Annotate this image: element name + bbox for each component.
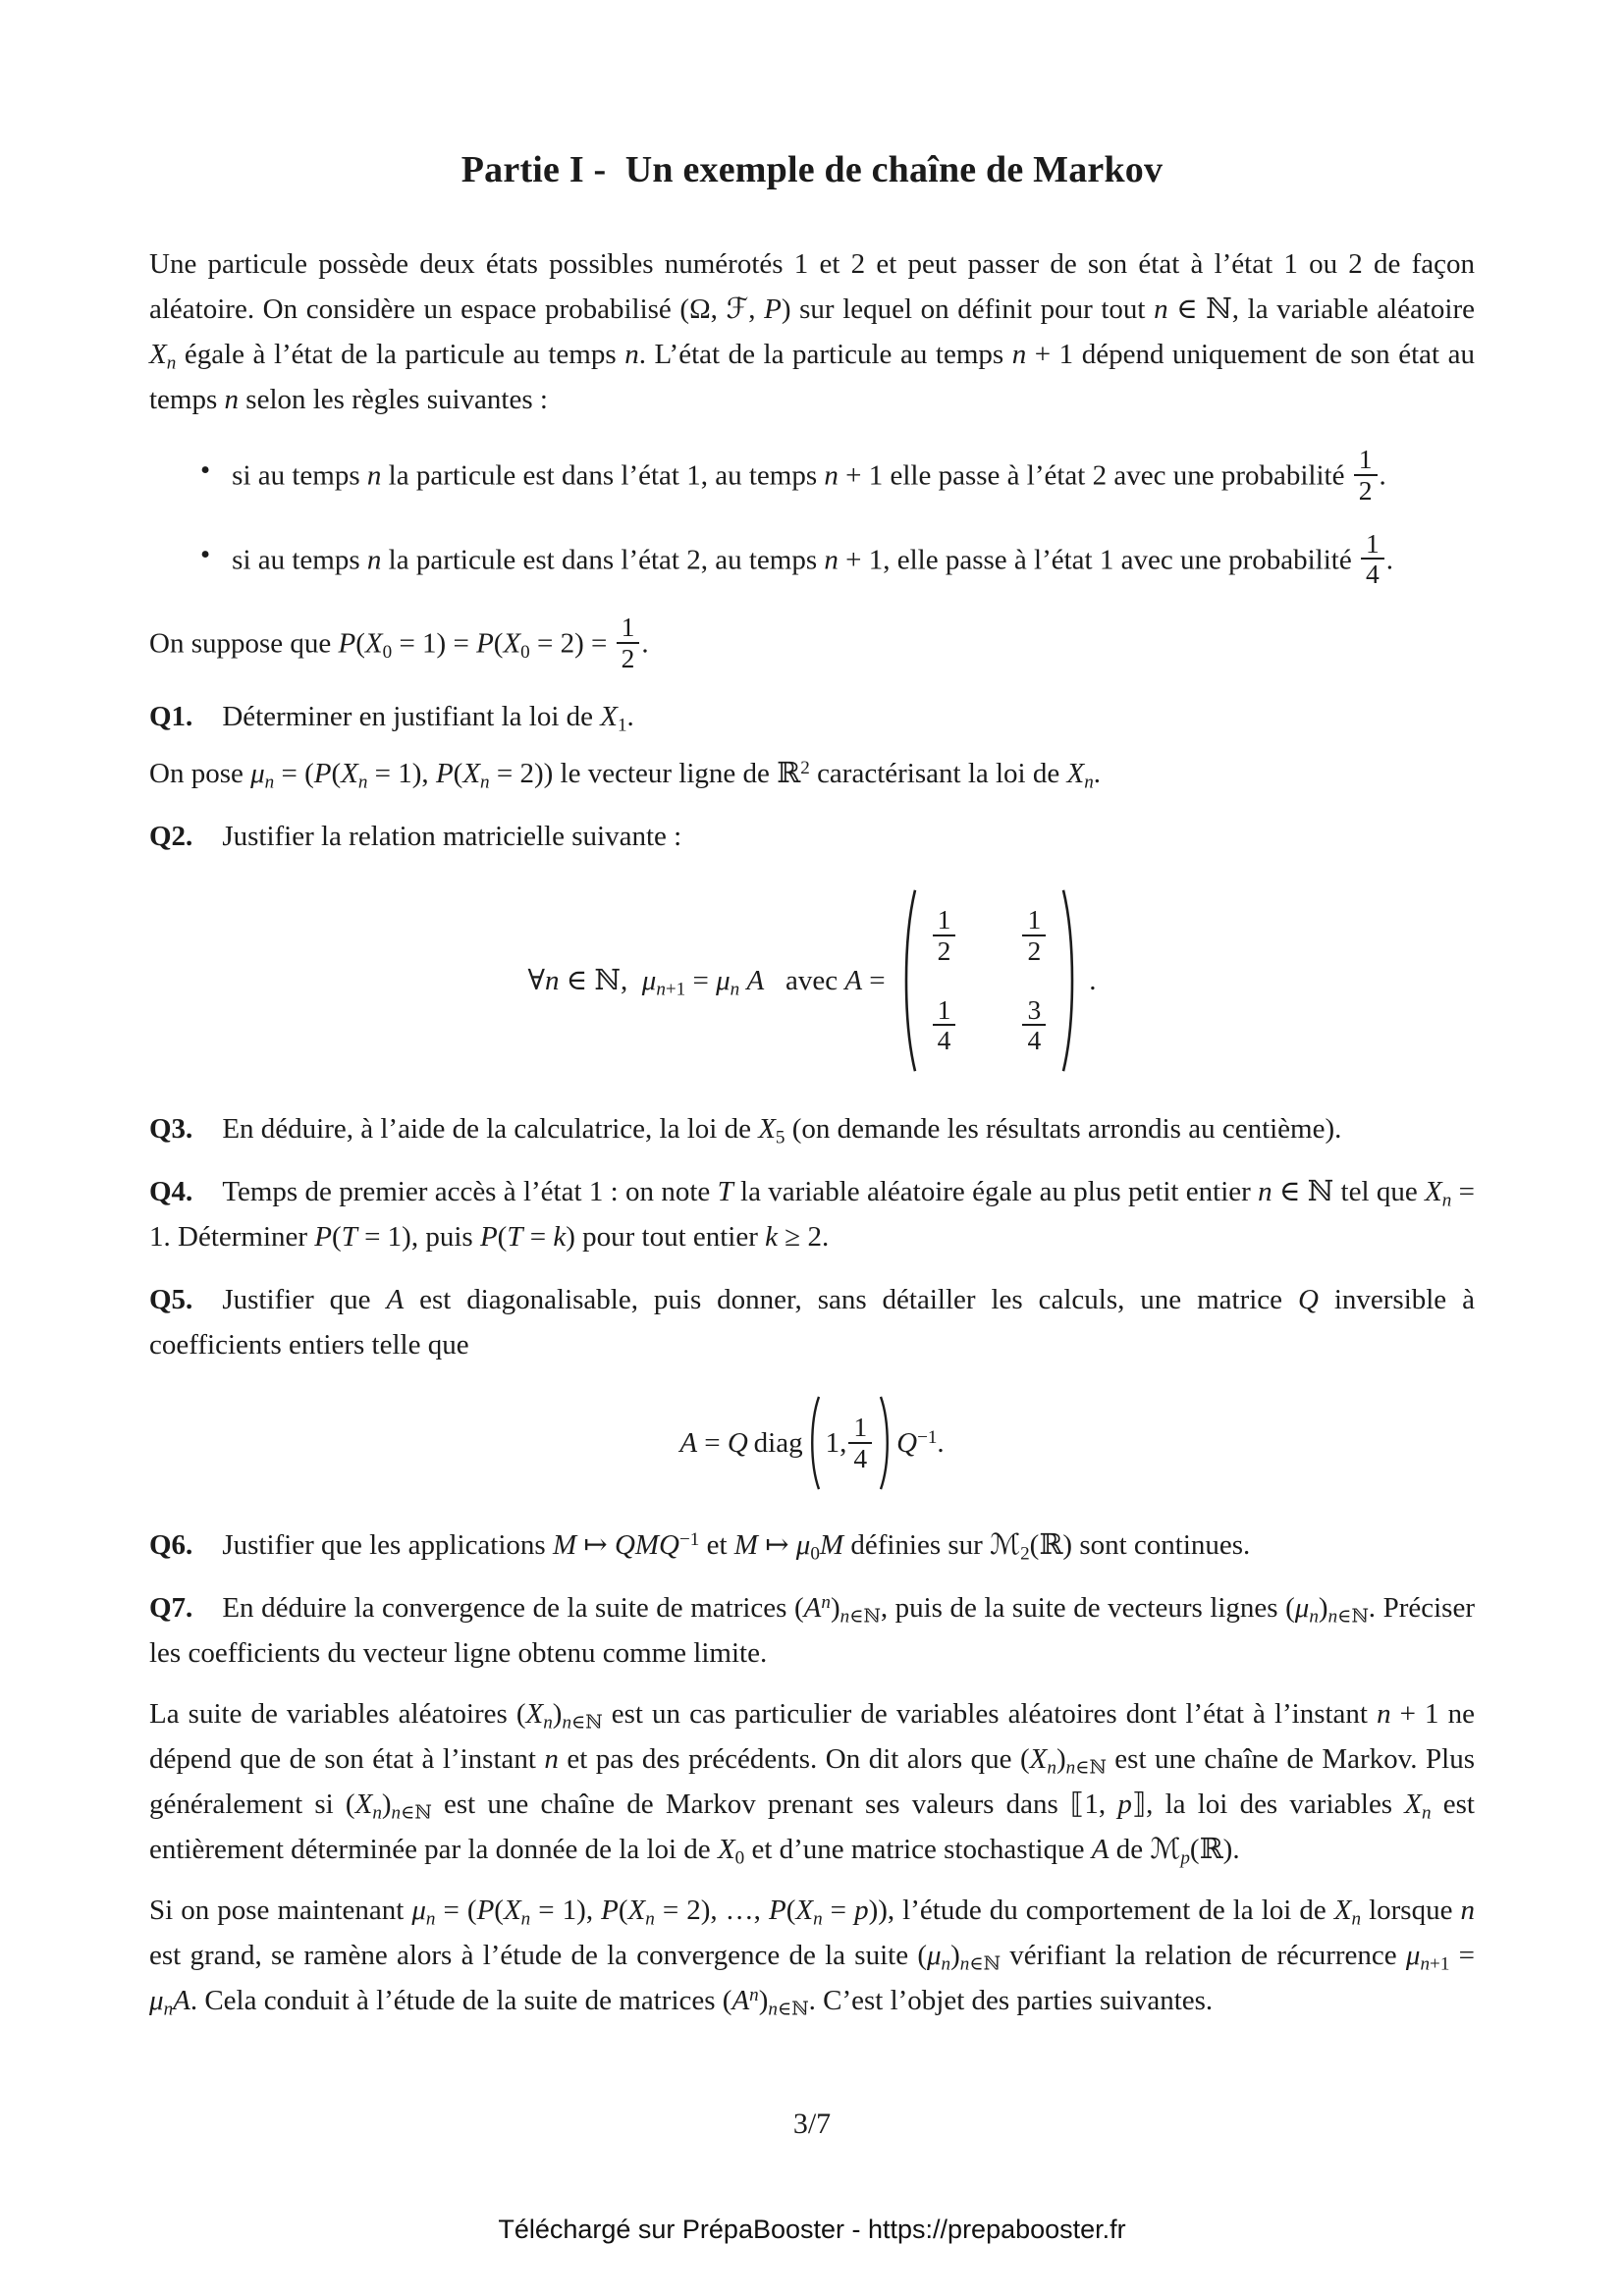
equation-period: . xyxy=(1089,964,1097,996)
bullet-text: si au temps n la particule est dans l’état 1, au temps n + 1 elle passe à l’état 2 avec une probabilité $\frac{1}{2}$ . xyxy=(232,444,1386,506)
question-q4 xyxy=(149,1169,1475,1259)
question-label: Q2. xyxy=(149,820,193,852)
bullet-icon xyxy=(200,532,210,577)
paren-left-icon xyxy=(899,886,919,1075)
bullet-text: si au temps n la particule est dans l’état 2, au temps n + 1, elle passe à l’état 1 avec une probabilité $\frac{1}{4}$ . xyxy=(232,527,1393,590)
equation-prefix: ∀n ∈ ℕ, $\mu_{n+1} = \mu_n$ A avec A = xyxy=(527,964,886,1000)
question-text: Temps de premier accès à l’état 1 : on note T la variable aléatoire égale au plus petit entier n ∈ ℕ tel que $X_n = 1$. Déterminer P(T = 1), puis P(T = k) pour tout entier k ≥ 2. xyxy=(149,1175,1475,1253)
question-q2 xyxy=(149,814,1475,859)
definition-mu-paragraph: On pose $\mu_n = (P(X_n = 1)$, $P(X_n = 2)$) le vecteur ligne de ℝ$^2$ caractérisant la loi de $X_n$. xyxy=(149,757,1102,793)
assumption-paragraph: On suppose que $P(X_0 = 1) = P(X_0 = 2)$ = $\frac{1}{2}$ . xyxy=(149,612,649,673)
markov-explanation-paragraph: La suite de variables aléatoires $(X_n)_{n\in ℕ}$ est un cas particulier de variables aléatoires dont l’état à l’instant n + 1 ne dépend que de son état à l’instant n et pas des précédents. On dit alors que $(X_n)_{n\in ℕ}$ est une chaîne de Markov. Plus généralement si $(X_n)_{n\in ℕ}$ est une chaîne de Markov prenant ses valeurs dans ⟦1, p⟧, la loi des variables $X_n$ est entièrement déterminée par la donnée de la loi de $X_0$ et d’une matrice stochastique A de ℳ$_p$(ℝ). xyxy=(149,1697,1475,1869)
equation-lhs: A = Q diag xyxy=(679,1426,803,1459)
question-text: Déterminer en justifiant la loi de $X_1$. xyxy=(222,700,634,736)
question-label: Q6. xyxy=(149,1528,193,1561)
equation-rhs: $Q^{-1}$. xyxy=(896,1426,945,1459)
question-text: Justifier la relation matricielle suivante : xyxy=(222,820,682,852)
matrix-cell-21: $\frac{1}{4}$ xyxy=(931,995,958,1056)
question-q5 xyxy=(149,1277,1475,1367)
matrix-cell-12: $\frac{1}{2}$ xyxy=(1020,905,1048,966)
intro-paragraph: Une particule possède deux états possibles numérotés 1 et 2 et peut passer de son état à l’état 1 ou 2 de façon aléatoire. On considère un espace probabilisé (Ω, ℱ, P) sur lequel on définit pour tout n ∈ ℕ, la variable aléatoire $X_n$ égale à l’état de la particule au temps n. L’état de la particule au temps n + 1 dépend uniquement de son état au temps n selon les règles suivantes : xyxy=(149,248,1476,415)
matrix-A xyxy=(899,886,1080,1075)
rules-bullet-list xyxy=(149,444,1475,592)
paren-left-icon xyxy=(807,1395,822,1491)
question-q1 xyxy=(149,694,1475,739)
question-text: En déduire la convergence de la suite de matrices $(A^n)_{n\in ℕ}$, puis de la suite de vecteurs lignes $(\mu_n)_{n\in ℕ}$. Préciser les coefficients du vecteur ligne obtenu comme limite. xyxy=(149,1591,1475,1669)
list-item xyxy=(149,527,1475,593)
question-q6 xyxy=(149,1522,1475,1568)
question-label: Q3. xyxy=(149,1112,193,1145)
list-item xyxy=(149,444,1475,508)
paren-right-icon xyxy=(878,1395,893,1491)
question-text: Justifier que A est diagonalisable, puis donner, sans détailler les calculs, une matrice Q inversible à coefficients entiers telle que xyxy=(149,1283,1475,1361)
question-label: Q7. xyxy=(149,1591,193,1624)
diag-arguments: 1, $\frac{1}{4}$ xyxy=(826,1413,875,1473)
mu-study-paragraph: Si on pose maintenant $\mu_n = (P(X_n = 1)$, $P(X_n = 2)$, …, $P(X_n = p)$), l’étude du comportement de la loi de $X_n$ lorsque n est grand, se ramène alors à l’étude de la convergence de la suite $(\mu_n)_{n\in ℕ}$ vérifiant la relation de récurrence $\mu_{n+1} = \mu_nA$. Cela conduit à l’étude de la suite de matrices $(A^n)_{n\in ℕ}$. C’est l’objet des parties suivantes. xyxy=(149,1894,1475,2020)
question-text: En déduire, à l’aide de la calculatrice, la loi de $X_5$ (on demande les résultats arrondis au centième). xyxy=(222,1112,1342,1148)
matrix-cell-22: $\frac{3}{4}$ xyxy=(1020,995,1048,1056)
footer-watermark: Téléchargé sur PrépaBooster - https://prepabooster.fr xyxy=(498,2215,1126,2244)
diagonalization-equation xyxy=(149,1395,1475,1491)
question-q3 xyxy=(149,1106,1475,1151)
matrix-grid xyxy=(919,899,1060,1061)
question-label: Q4. xyxy=(149,1175,193,1207)
question-q7 xyxy=(149,1585,1475,1676)
matrix-relation-equation xyxy=(149,886,1475,1075)
question-text: Justifier que les applications M ↦ $QMQ^{-1}$ et M ↦ $\mu_0M$ définies sur ℳ$_2$(ℝ) sont continues. xyxy=(222,1528,1251,1565)
question-label: Q5. xyxy=(149,1283,193,1315)
question-label: Q1. xyxy=(149,700,193,732)
page-number: 3/7 xyxy=(792,2108,832,2140)
page-content xyxy=(149,147,1475,2035)
paren-right-icon xyxy=(1059,886,1079,1075)
bullet-icon xyxy=(200,448,210,493)
matrix-cell-11: $\frac{1}{2}$ xyxy=(931,905,958,966)
section-title: Partie I - Un exemple de chaîne de Markov xyxy=(460,149,1164,190)
